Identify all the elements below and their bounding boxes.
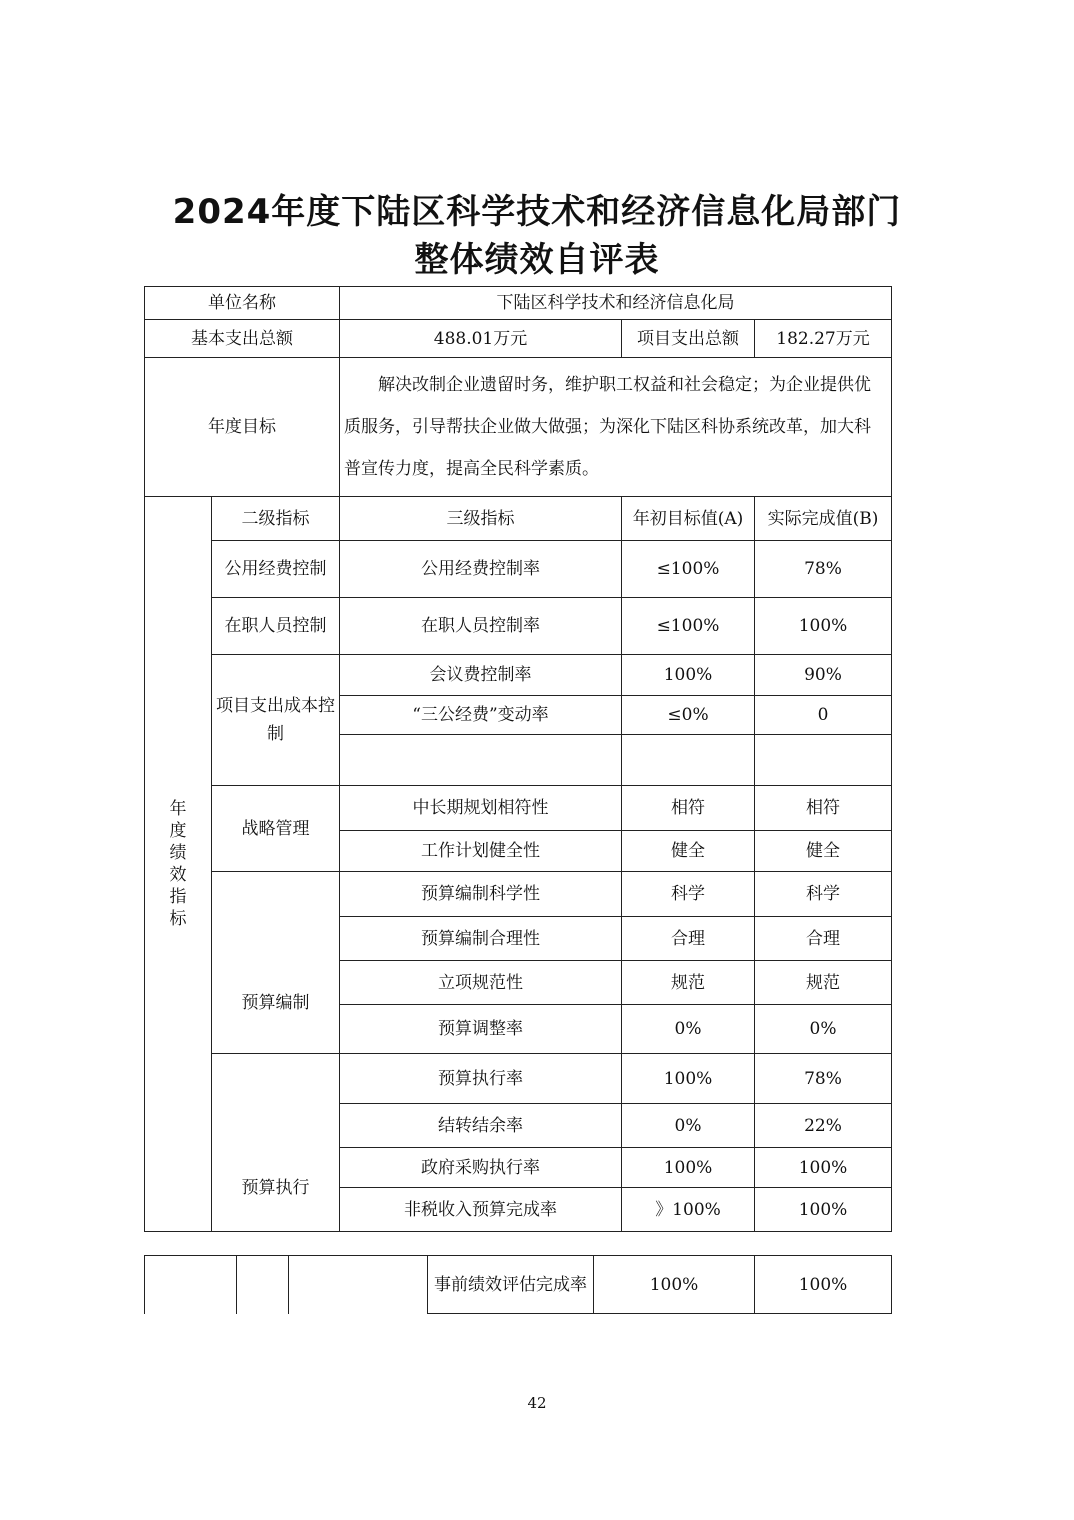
annual-goal-text: 解决改制企业遗留时务，维护职工权益和社会稳定；为企业提供优质服务，引导帮扶企业做大做强；为深化下陆区科协系统改革，加大科普宣传力度，提高全民科学素质。 <box>340 358 892 497</box>
actual-cell <box>755 735 892 786</box>
header-level2: 二级指标 <box>212 497 340 541</box>
annual-goal-label: 年度目标 <box>145 358 340 497</box>
project-expenditure-value: 182.27万元 <box>755 320 892 358</box>
indicator-cell: 立项规范性 <box>340 961 622 1005</box>
indicator-cell: 政府采购执行率 <box>340 1148 622 1188</box>
target-cell: 规范 <box>622 961 755 1005</box>
document-title-line2: 整体绩效自评表 <box>414 240 660 280</box>
actual-cell: 22% <box>755 1104 892 1148</box>
target-cell: ≤100% <box>622 598 755 655</box>
header-target: 年初目标值(A) <box>622 497 755 541</box>
actual-cell: 相符 <box>755 786 892 831</box>
target-cell: 健全 <box>622 831 755 872</box>
indicator-cell: 会议费控制率 <box>340 655 622 696</box>
actual-cell: 100% <box>755 1148 892 1188</box>
actual-cell: 90% <box>755 655 892 696</box>
table-row <box>145 655 892 696</box>
page-number: 42 <box>527 1394 547 1412</box>
indicator-cell: 中长期规划相符性 <box>340 786 622 831</box>
empty-cell <box>237 1256 289 1314</box>
group-name-public: 公用经费控制 <box>212 541 340 598</box>
target-cell: 100% <box>622 1054 755 1104</box>
actual-cell: 规范 <box>755 961 892 1005</box>
target-cell: ≤100% <box>622 541 755 598</box>
target-cell: 100% <box>622 655 755 696</box>
group-name-staff: 在职人员控制 <box>212 598 340 655</box>
target-cell: ≤0% <box>622 696 755 735</box>
unit-name-label: 单位名称 <box>145 287 340 320</box>
target-cell: 》100% <box>622 1188 755 1232</box>
table-row <box>145 541 892 598</box>
group-name-budget-prep: 预算编制 <box>212 872 340 1054</box>
actual-cell: 100% <box>755 598 892 655</box>
group-name-project: 项目支出成本控制 <box>212 655 340 786</box>
self-evaluation-table <box>144 286 892 1232</box>
actual-cell: 100% <box>755 1256 892 1314</box>
actual-cell: 100% <box>755 1188 892 1232</box>
indicator-cell: 结转结余率 <box>340 1104 622 1148</box>
document-title-line1: 2024年度下陆区科学技术和经济信息化局部门 <box>172 192 902 232</box>
target-cell <box>622 735 755 786</box>
basic-expenditure-label: 基本支出总额 <box>145 320 340 358</box>
group-name-strategy: 战略管理 <box>212 786 340 872</box>
project-expenditure-label: 项目支出总额 <box>622 320 755 358</box>
actual-cell: 0 <box>755 696 892 735</box>
header-level3: 三级指标 <box>340 497 622 541</box>
target-cell: 100% <box>594 1256 755 1314</box>
target-cell: 0% <box>622 1005 755 1054</box>
actual-cell: 合理 <box>755 917 892 961</box>
actual-cell: 0% <box>755 1005 892 1054</box>
perf-indicator-label: 年度绩效指标 <box>169 799 187 929</box>
empty-cell <box>145 1256 237 1314</box>
header-actual: 实际完成值(B) <box>755 497 892 541</box>
target-cell: 相符 <box>622 786 755 831</box>
indicator-cell: 预算编制合理性 <box>340 917 622 961</box>
table-row <box>145 1054 892 1104</box>
indicator-cell: 在职人员控制率 <box>340 598 622 655</box>
indicator-cell: 非税收入预算完成率 <box>340 1188 622 1232</box>
actual-cell: 78% <box>755 541 892 598</box>
continuation-table <box>144 1255 892 1314</box>
basic-expenditure-value: 488.01万元 <box>340 320 622 358</box>
group-name-budget-exec: 预算执行 <box>212 1054 340 1232</box>
indicator-cell: 工作计划健全性 <box>340 831 622 872</box>
indicator-cell: “三公经费”变动率 <box>340 696 622 735</box>
actual-cell: 科学 <box>755 872 892 917</box>
indicator-cell: 预算调整率 <box>340 1005 622 1054</box>
indicator-cell: 预算编制科学性 <box>340 872 622 917</box>
perf-indicator-label-cell <box>145 497 212 1232</box>
unit-name-value: 下陆区科学技术和经济信息化局 <box>340 287 892 320</box>
indicator-cell <box>340 735 622 786</box>
target-cell: 科学 <box>622 872 755 917</box>
indicator-cell: 公用经费控制率 <box>340 541 622 598</box>
target-cell: 100% <box>622 1148 755 1188</box>
table-row <box>145 598 892 655</box>
indicator-cell: 预算执行率 <box>340 1054 622 1104</box>
indicator-cell: 事前绩效评估完成率 <box>428 1256 594 1314</box>
table-row <box>145 786 892 831</box>
table-row <box>145 872 892 917</box>
table-row <box>145 1256 892 1314</box>
target-cell: 0% <box>622 1104 755 1148</box>
actual-cell: 78% <box>755 1054 892 1104</box>
empty-cell <box>289 1256 428 1314</box>
actual-cell: 健全 <box>755 831 892 872</box>
target-cell: 合理 <box>622 917 755 961</box>
